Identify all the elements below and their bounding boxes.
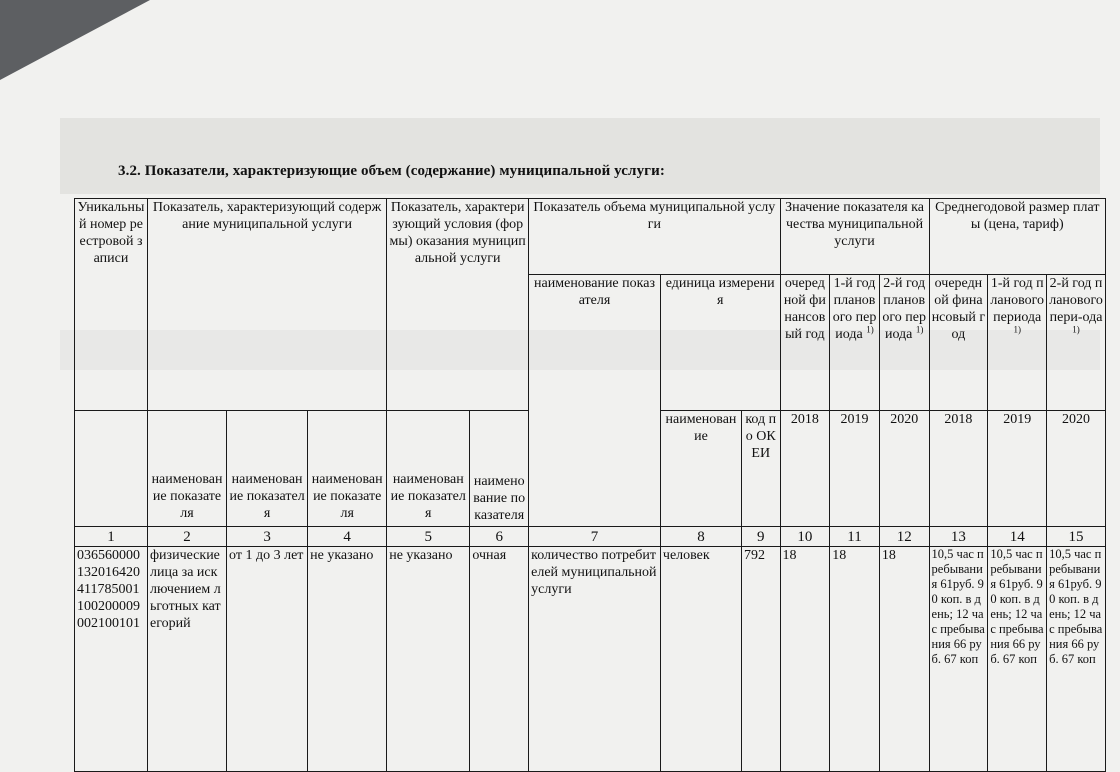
scanner-shadow-corner — [0, 0, 150, 80]
header-blank-1 — [75, 411, 148, 527]
year-2019-f: 2019 — [988, 411, 1047, 527]
year-2018-f: 2018 — [929, 411, 988, 527]
col-num-3: 3 — [227, 527, 308, 547]
cell-quality-2018: 18 — [780, 547, 830, 772]
header-unit-name: наименование — [660, 411, 741, 527]
header-name-label-5: наименование показателя — [470, 411, 529, 527]
header-first-plan-year-q: 1-й год планового периода $^{1)}$ — [830, 275, 880, 411]
cell-not-specified-2: не указано — [387, 547, 470, 772]
header-current-fin-year-q: очередной финансовый год — [780, 275, 830, 411]
col-num-2: 2 — [147, 527, 226, 547]
col-num-8: 8 — [660, 527, 741, 547]
header-second-plan-year-f: 2-й год планового пери-ода $^{1)}$ — [1047, 275, 1106, 411]
header-name-label-2: наименование показателя — [227, 411, 308, 527]
header-name-label-3: наименование показателя — [308, 411, 387, 527]
cell-fee-2020: 10,5 час пребывания 61руб. 90 коп. в день; 12 час пребывания 66 руб. 67 коп — [1047, 547, 1106, 772]
cell-indicator: количество потребителей муниципальной услуги — [529, 547, 661, 772]
header-first-plan-year: 1-й год планового периода $^{1)}$ — [988, 275, 1047, 411]
header-quality-value: Значение показателя качества муниципальной услуги — [780, 199, 929, 275]
header-unique-number: Уникальный номер реестровой записи — [75, 199, 148, 411]
col-num-5: 5 — [387, 527, 470, 547]
year-2018-q: 2018 — [780, 411, 830, 527]
col-num-7: 7 — [529, 527, 661, 547]
col-num-4: 4 — [308, 527, 387, 547]
cell-category: физические лица за исключением льготных категорий — [147, 547, 226, 772]
cell-not-specified-1: не указано — [308, 547, 387, 772]
header-indicator-name: наименование показателя — [529, 275, 661, 527]
cell-unit: человек — [660, 547, 741, 772]
col-num-9: 9 — [742, 527, 781, 547]
header-name-label-1: наименование показателя — [147, 411, 226, 527]
col-num-10: 10 — [780, 527, 830, 547]
cell-fee-2018: 10,5 час пребывания 61руб. 90 коп. в день; 12 час пребывания 66 руб. 67 коп — [929, 547, 988, 772]
col-num-12: 12 — [879, 527, 929, 547]
cell-okei: 792 — [742, 547, 781, 772]
header-okei-code: код по ОКЕИ — [742, 411, 781, 527]
year-2020-q: 2020 — [879, 411, 929, 527]
header-second-plan-year: 2-й год планового периода $^{1)}$ — [879, 275, 929, 411]
header-name-label-4: наименование показателя — [387, 411, 470, 527]
col-num-11: 11 — [830, 527, 880, 547]
col-num-14: 14 — [988, 527, 1047, 547]
year-2020-f: 2020 — [1047, 411, 1106, 527]
header-unit: единица измерения — [660, 275, 780, 411]
cell-form: очная — [470, 547, 529, 772]
volume-indicators-table — [74, 198, 1106, 772]
header-content-indicator: Показатель, характеризующий содержание муниципальной услуги — [147, 199, 386, 411]
col-num-15: 15 — [1047, 527, 1106, 547]
year-2019-q: 2019 — [830, 411, 880, 527]
cell-registry-number: 036560000132016420411785001100200009002100101 — [75, 547, 148, 772]
cell-quality-2020: 18 — [879, 547, 929, 772]
header-conditions-indicator: Показатель, характеризующий условия (формы) оказания муниципальной услуги — [387, 199, 529, 411]
cell-quality-2019: 18 — [830, 547, 880, 772]
col-num-1: 1 — [75, 527, 148, 547]
cell-fee-2019: 10,5 час пребывания 61руб. 90 коп. в день; 12 час пребывания 66 руб. 67 коп — [988, 547, 1047, 772]
header-avg-fee: Среднегодовой размер платы (цена, тариф) — [929, 199, 1105, 275]
cell-age: от 1 до 3 лет — [227, 547, 308, 772]
col-num-6: 6 — [470, 527, 529, 547]
section-title: 3.2. Показатели, характеризующие объем (содержание) муниципальной услуги: — [118, 163, 665, 179]
col-num-13: 13 — [929, 527, 988, 547]
header-volume-indicator: Показатель объема муниципальной услуги — [529, 199, 780, 275]
bleed-through-band — [60, 118, 1100, 194]
header-current-fin-year-f: очередной финансовый год — [929, 275, 988, 411]
